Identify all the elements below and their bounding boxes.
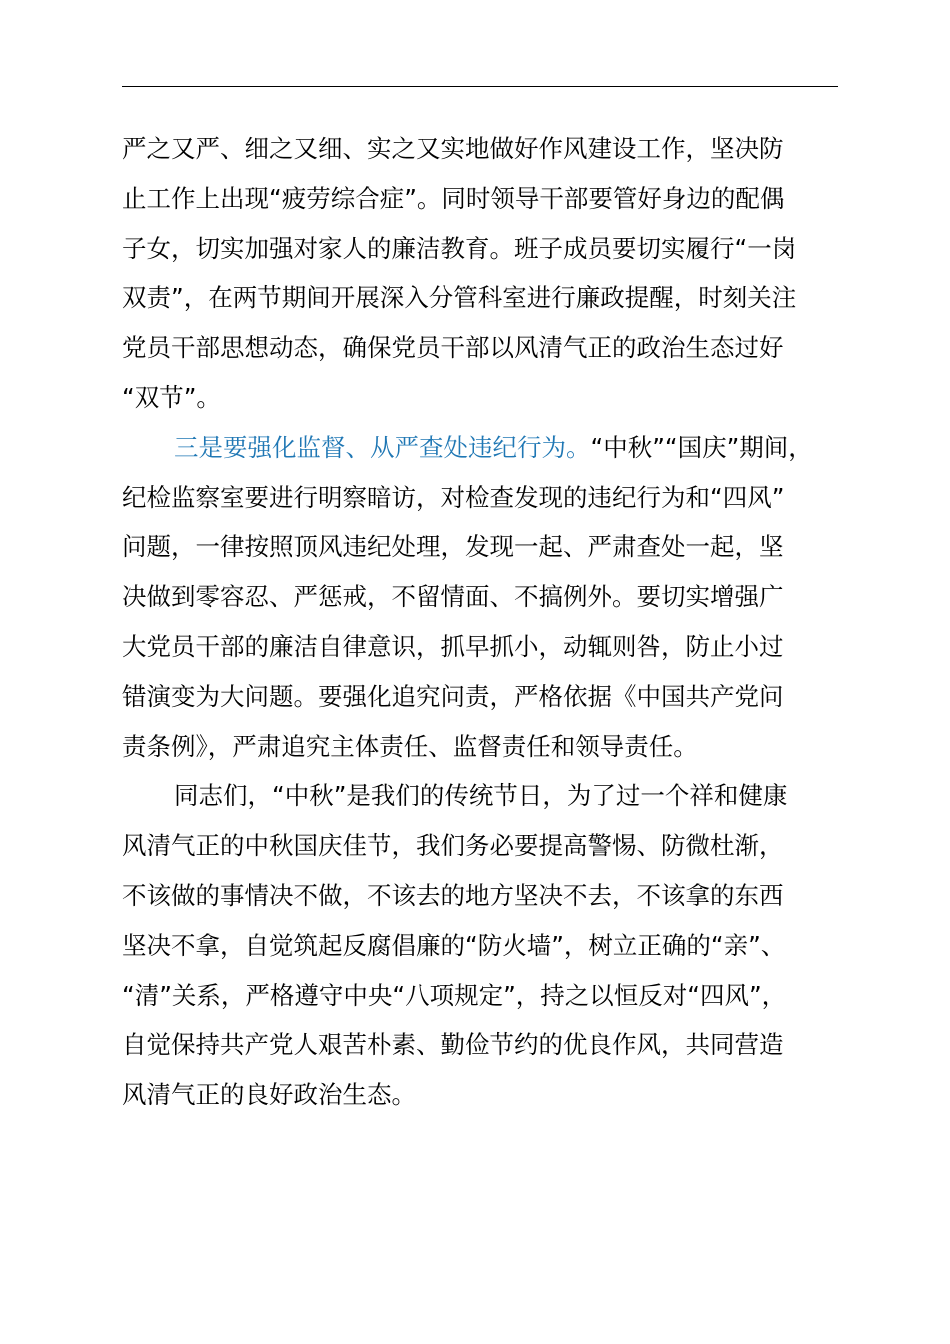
text-line: “双节”。	[122, 382, 221, 412]
header-rule	[122, 86, 838, 87]
text-line: 止工作上出现“疲劳综合症”。同时领导干部要管好身边的配偶	[122, 183, 785, 213]
paragraph-2-first-line	[122, 423, 862, 473]
text-line: 双责”，在两节期间开展深入分管科室进行廉政提醒，时刻关注	[122, 283, 797, 313]
document-body	[122, 124, 862, 1120]
text-fragment: “中秋”“国庆”期间，	[590, 432, 813, 462]
text-line: 子女，切实加强对家人的廉洁教育。班子成员要切实履行“一岗	[122, 233, 797, 263]
text-line: 责条例》，严肃追究主体责任、监督责任和领导责任。	[122, 731, 698, 761]
text-line: “清”关系，严格遵守中央“八项规定”，持之以恒反对“四风”，	[122, 980, 787, 1010]
text-line: 大党员干部的廉洁自律意识，抓早抓小，动辄则咎，防止小过	[122, 631, 784, 661]
text-line: 问题，一律按照顶风违纪处理，发现一起、严肃查处一起，坚	[122, 532, 784, 562]
text-line: 同志们，“中秋”是我们的传统节日，为了过一个祥和健康	[174, 781, 788, 811]
text-line: 坚决不拿，自觉筑起反腐倡廉的“防火墙”，树立正确的“亲”、	[122, 930, 786, 960]
text-line: 纪检监察室要进行明察暗访，对检查发现的违纪行为和“四风”	[122, 482, 785, 512]
paragraph-1	[122, 124, 862, 423]
text-line: 错演变为大问题。要强化追究问责，严格依据《中国共产党问	[122, 681, 784, 711]
paragraph-2	[122, 423, 862, 772]
text-line: 自觉保持共产党人艰苦朴素、勤俭节约的优良作风，共同营造	[122, 1030, 784, 1060]
text-line: 不该做的事情决不做，不该去的地方坚决不去，不该拿的东西	[122, 880, 784, 910]
text-line: 党员干部思想动态，确保党员干部以风清气正的政治生态过好	[122, 333, 784, 363]
text-line: 严之又严、细之又细、实之又实地做好作风建设工作，坚决防	[122, 134, 784, 163]
section-heading: 三是要强化监督、从严查处违纪行为。	[174, 432, 591, 462]
text-line: 决做到零容忍、严惩戒，不留情面、不搞例外。要切实增强广	[122, 582, 784, 612]
text-line: 风清气正的良好政治生态。	[122, 1080, 416, 1110]
paragraph-3	[122, 771, 862, 1120]
text-line: 风清气正的中秋国庆佳节，我们务必要提高警惕、防微杜渐，	[122, 831, 784, 861]
